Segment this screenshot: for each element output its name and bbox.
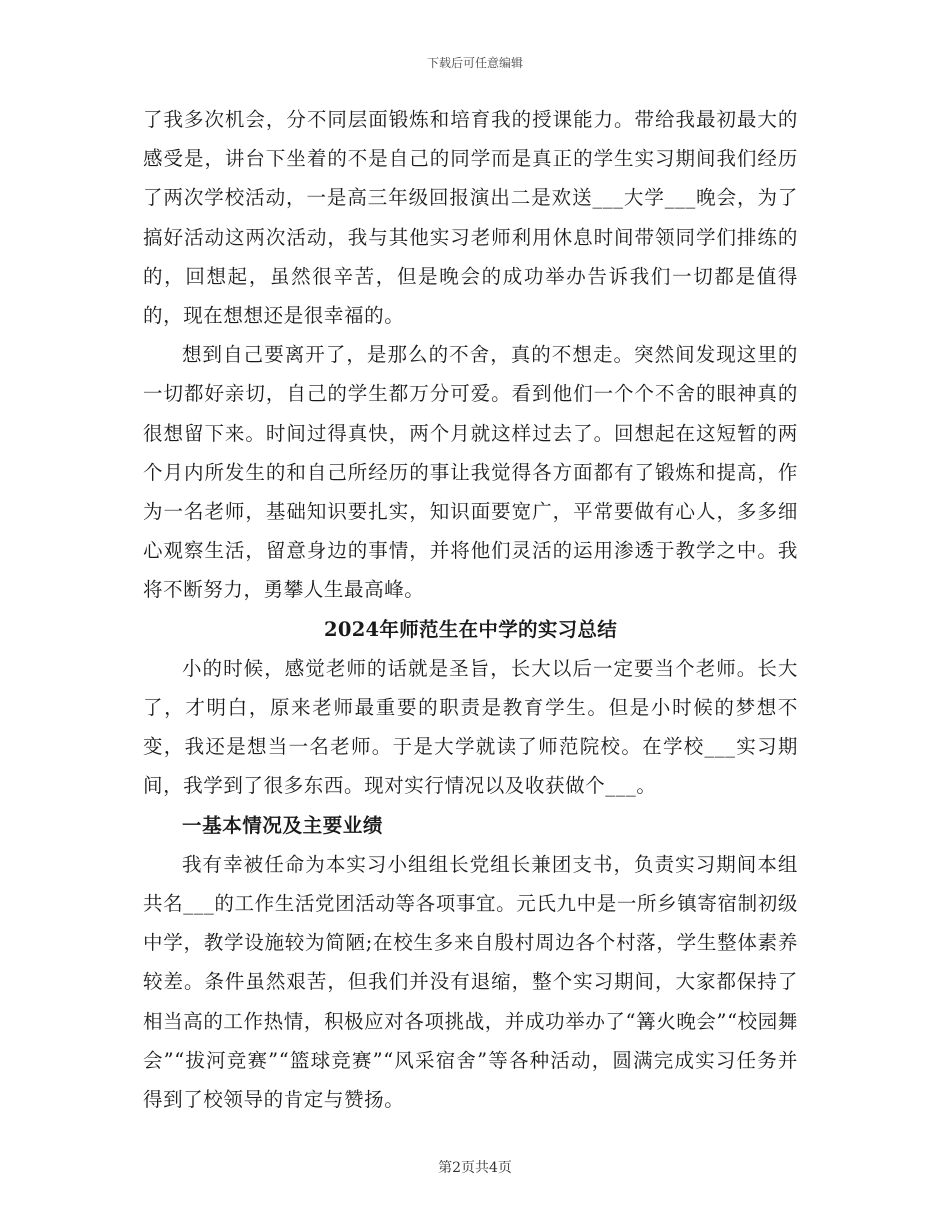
document-body: [143, 100, 798, 1119]
page-footer: 第2页共4页: [438, 1160, 512, 1176]
paragraph-detail: 我有幸被任命为本实习小组组长党组长兼团支书，负责实习期间本组共名___的工作生活党团活动等各项事宜。元氏九中是一所乡镇寄宿制初级中学，教学设施较为简陋;在校生多来自殷村周边各个村落，学生整体素养较差。条件虽然艰苦，但我们并没有退缩，整个实习期间，大家都保持了相当高的工作热情，积极应对各项挑战，并成功举办了“篝火晚会”“校园舞会”“拔河竞赛”“篮球竞赛”“风采宿舍”等各种活动，圆满完成实习任务并得到了校领导的肯定与赞扬。: [143, 852, 798, 1112]
section-title: 2024年师范生在中学的实习总结: [323, 617, 618, 641]
paragraph-farewell: 想到自己要离开了，是那么的不舍，真的不想走。突然间发现这里的一切都好亲切，自己的学生都万分可爱。看到他们一个个不舍的眼神真的很想留下来。时间过得真快，两个月就这样过去了。回想起在这短暂的两个月内所发生的和自己所经历的事让我觉得各方面都有了锻炼和提高，作为一名老师，基础知识要扎实，知识面要宽广，平常要做有心人，多多细心观察生活，留意身边的事情，并将他们灵活的运用渗透于教学之中。我将不断努力，勇攀人生最高峰。: [143, 343, 798, 602]
page-header: 下载后可任意编辑: [426, 56, 523, 70]
paragraph-continued: 了我多次机会，分不同层面锻炼和培育我的授课能力。带给我最初最大的感受是，讲台下坐着的不是自己的同学而是真正的学生实习期间我们经历了两次学校活动，一是高三年级回报演出二是欢送___大学___晚会，为了搞好活动这两次活动，我与其他实习老师利用休息时间带领同学们排练的的，回想起，虽然很辛苦，但是晚会的成功举办告诉我们一切都是值得的，现在想想还是很幸福的。: [143, 108, 798, 328]
subheading-basic-situation: 一基本情况及主要业绩: [182, 813, 384, 837]
paragraph-intro: 小的时候，感觉老师的话就是圣旨，长大以后一定要当个老师。长大了，才明白，原来老师最重要的职责是教育学生。但是小时候的梦想不变，我还是想当一名老师。于是大学就读了师范院校。在学校___实习期间，我学到了很多东西。现对实行情况以及收获做个___。: [143, 656, 798, 798]
